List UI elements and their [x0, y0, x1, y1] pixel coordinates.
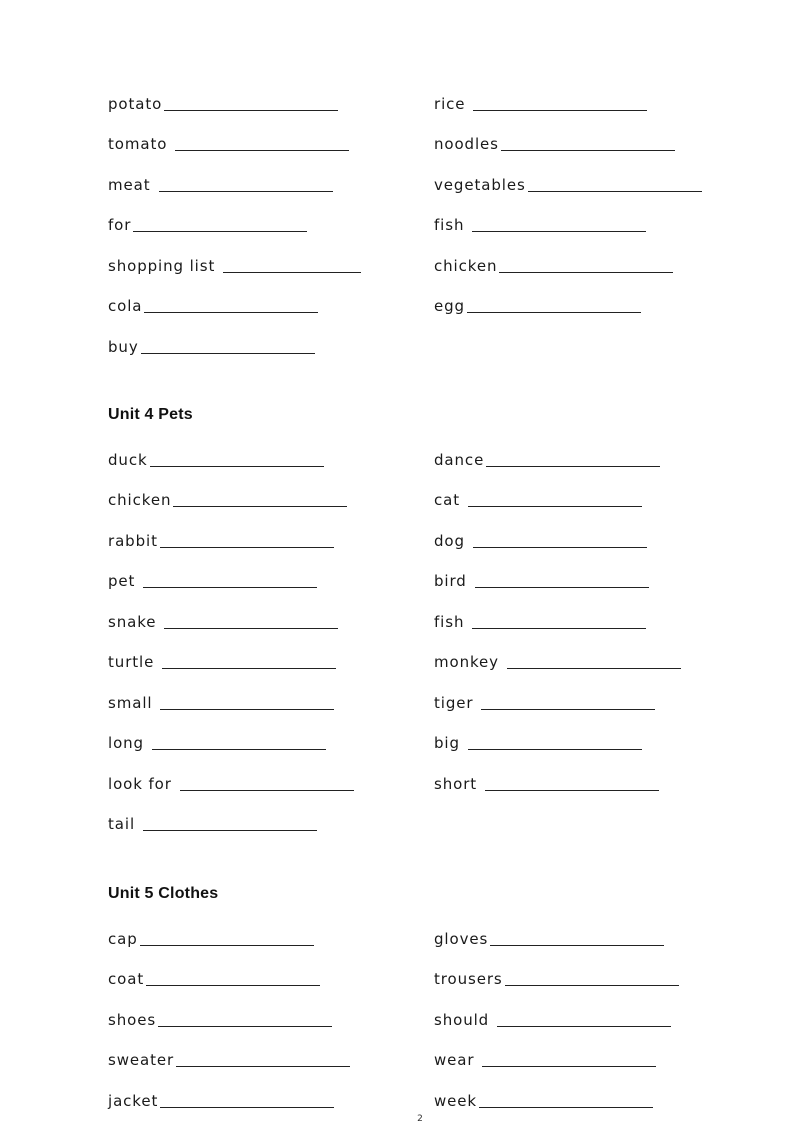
vocab-item	[108, 567, 317, 591]
vocab-word: should	[434, 1011, 490, 1029]
vocab-item	[108, 486, 347, 510]
answer-blank[interactable]	[160, 708, 334, 710]
vocab-word: big	[434, 734, 460, 752]
vocab-row	[108, 252, 748, 276]
vocab-row	[108, 171, 748, 195]
vocab-row	[108, 965, 748, 989]
answer-blank[interactable]	[164, 627, 338, 629]
answer-blank[interactable]	[479, 1106, 653, 1108]
vocab-item	[108, 608, 338, 632]
vocab-row	[108, 729, 748, 753]
vocab-row	[108, 333, 748, 357]
answer-blank[interactable]	[507, 667, 681, 669]
vocab-word: potato	[108, 95, 163, 113]
vocab-item	[108, 90, 338, 114]
answer-blank[interactable]	[160, 1106, 334, 1108]
answer-blank[interactable]	[481, 708, 655, 710]
vocab-row	[108, 1006, 748, 1030]
vocab-item	[108, 130, 349, 154]
vocab-row	[108, 130, 748, 154]
vocab-word: fish	[434, 216, 465, 234]
vocab-item	[108, 1046, 350, 1070]
vocab-word: duck	[108, 451, 148, 469]
section-title: Unit 4 Pets	[108, 406, 193, 423]
vocab-word: vegetables	[434, 176, 526, 194]
answer-blank[interactable]	[176, 1065, 350, 1067]
vocab-row	[108, 1087, 748, 1111]
vocab-item	[434, 292, 641, 316]
vocab-word: trousers	[434, 970, 503, 988]
vocab-row	[108, 90, 748, 114]
vocab-item	[108, 1087, 334, 1111]
answer-blank[interactable]	[180, 789, 354, 791]
answer-blank[interactable]	[223, 271, 361, 273]
vocab-word: small	[108, 694, 153, 712]
vocab-row	[108, 608, 748, 632]
vocab-row	[108, 446, 748, 470]
vocab-item	[108, 333, 315, 357]
vocab-item	[108, 527, 334, 551]
vocab-word: bird	[434, 572, 467, 590]
vocab-word: monkey	[434, 653, 499, 671]
vocab-item	[434, 252, 673, 276]
vocab-item	[434, 1046, 656, 1070]
answer-blank[interactable]	[497, 1025, 671, 1027]
vocab-word: shoes	[108, 1011, 157, 1029]
answer-blank[interactable]	[152, 748, 326, 750]
vocab-word: short	[434, 775, 478, 793]
vocab-word: jacket	[108, 1092, 159, 1110]
vocab-word: turtle	[108, 653, 155, 671]
answer-blank[interactable]	[499, 271, 673, 273]
vocab-word: cat	[434, 491, 461, 509]
answer-blank[interactable]	[175, 149, 349, 151]
vocab-word: long	[108, 734, 144, 752]
vocab-item	[108, 729, 326, 753]
answer-blank[interactable]	[505, 984, 679, 986]
vocab-word: tomato	[108, 135, 168, 153]
vocab-item	[434, 90, 647, 114]
answer-blank[interactable]	[144, 311, 318, 313]
vocab-item	[434, 689, 655, 713]
answer-blank[interactable]	[482, 1065, 656, 1067]
vocab-row	[108, 689, 748, 713]
vocab-row	[108, 925, 748, 949]
vocab-row	[108, 211, 748, 235]
vocab-word: tiger	[434, 694, 474, 712]
answer-blank[interactable]	[467, 311, 641, 313]
vocab-word: sweater	[108, 1051, 175, 1069]
answer-blank[interactable]	[501, 149, 675, 151]
vocab-row	[108, 292, 748, 316]
answer-blank[interactable]	[160, 546, 334, 548]
vocab-word: look for	[108, 775, 172, 793]
vocab-word: rabbit	[108, 532, 158, 550]
vocab-item	[434, 1087, 653, 1111]
vocab-row	[108, 770, 748, 794]
answer-blank[interactable]	[473, 109, 647, 111]
vocab-word: snake	[108, 613, 157, 631]
section-title: Unit 5 Clothes	[108, 885, 219, 902]
vocab-item	[108, 770, 354, 794]
vocab-word: wear	[434, 1051, 475, 1069]
vocab-word: cola	[108, 297, 143, 315]
vocab-word: chicken	[108, 491, 172, 509]
vocab-word: shopping list	[108, 257, 216, 275]
vocab-item	[108, 648, 336, 672]
vocab-row	[108, 527, 748, 551]
answer-blank[interactable]	[133, 230, 307, 232]
vocab-item	[108, 810, 317, 834]
vocab-item	[108, 689, 334, 713]
vocab-word: cap	[108, 930, 138, 948]
vocab-item	[434, 1006, 671, 1030]
vocab-item	[108, 965, 320, 989]
answer-blank[interactable]	[162, 667, 336, 669]
answer-blank[interactable]	[143, 829, 317, 831]
vocab-word: week	[434, 1092, 478, 1110]
vocab-item	[108, 1006, 332, 1030]
vocab-item	[108, 252, 361, 276]
answer-blank[interactable]	[143, 586, 317, 588]
vocab-word: dance	[434, 451, 485, 469]
answer-blank[interactable]	[468, 748, 642, 750]
vocab-word: for	[108, 216, 132, 234]
vocab-item	[434, 446, 660, 470]
vocab-word: chicken	[434, 257, 498, 275]
vocab-word: pet	[108, 572, 136, 590]
answer-blank[interactable]	[158, 1025, 332, 1027]
answer-blank[interactable]	[473, 546, 647, 548]
answer-blank[interactable]	[173, 505, 347, 507]
vocab-row	[108, 1046, 748, 1070]
vocab-word: buy	[108, 338, 139, 356]
vocab-word: rice	[434, 95, 466, 113]
answer-blank[interactable]	[141, 352, 315, 354]
page-number: 2	[417, 1114, 423, 1124]
vocab-item	[434, 486, 642, 510]
vocab-item	[434, 130, 675, 154]
answer-blank[interactable]	[146, 984, 320, 986]
vocab-row	[108, 648, 748, 672]
vocab-row	[108, 567, 748, 591]
vocab-item	[434, 965, 679, 989]
answer-blank[interactable]	[472, 230, 646, 232]
vocab-item	[434, 211, 646, 235]
answer-blank[interactable]	[164, 109, 338, 111]
vocab-word: meat	[108, 176, 151, 194]
vocab-item	[108, 925, 314, 949]
answer-blank[interactable]	[490, 944, 664, 946]
answer-blank[interactable]	[486, 465, 660, 467]
vocab-word: egg	[434, 297, 465, 315]
vocab-word: fish	[434, 613, 465, 631]
vocab-row	[108, 810, 748, 834]
vocab-item	[108, 446, 324, 470]
answer-blank[interactable]	[475, 586, 649, 588]
vocab-row	[108, 486, 748, 510]
vocab-item	[434, 925, 664, 949]
answer-blank[interactable]	[140, 944, 314, 946]
vocab-word: gloves	[434, 930, 489, 948]
vocab-item	[434, 567, 649, 591]
vocab-item	[434, 648, 681, 672]
answer-blank[interactable]	[472, 627, 646, 629]
vocab-item	[434, 527, 647, 551]
answer-blank[interactable]	[150, 465, 324, 467]
vocab-item	[434, 171, 702, 195]
answer-blank[interactable]	[159, 190, 333, 192]
answer-blank[interactable]	[485, 789, 659, 791]
vocab-item	[108, 211, 307, 235]
vocab-item	[434, 729, 642, 753]
vocab-item	[434, 770, 659, 794]
vocab-word: tail	[108, 815, 136, 833]
vocab-item	[108, 292, 318, 316]
answer-blank[interactable]	[468, 505, 642, 507]
vocab-item	[434, 608, 646, 632]
answer-blank[interactable]	[528, 190, 702, 192]
vocab-word: dog	[434, 532, 465, 550]
vocab-word: coat	[108, 970, 145, 988]
vocab-word: noodles	[434, 135, 499, 153]
vocab-item	[108, 171, 333, 195]
